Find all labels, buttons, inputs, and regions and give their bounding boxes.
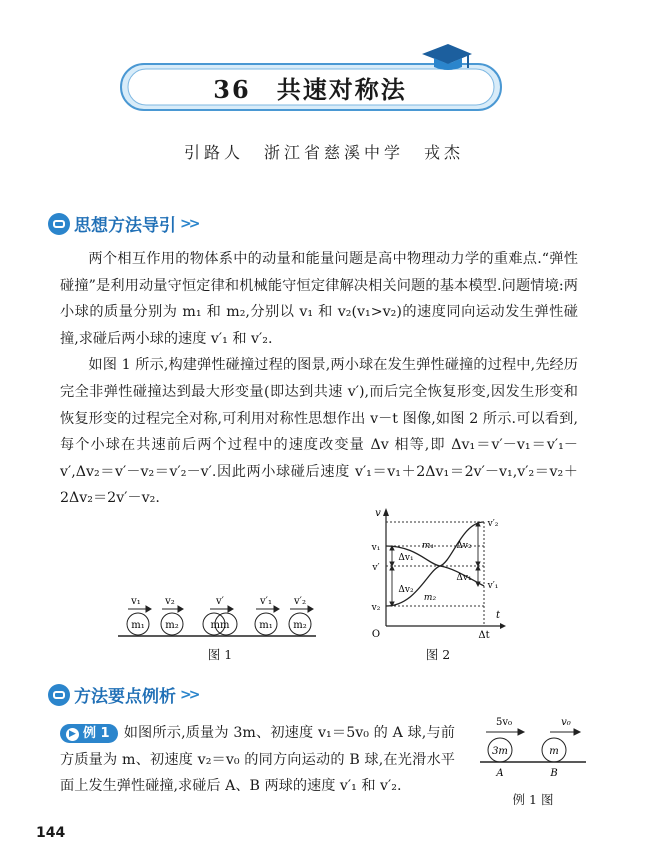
book-icon <box>48 213 70 235</box>
figure-2-caption: 图 2 <box>425 647 451 662</box>
section-heading-guide-label: 思想方法导引 <box>74 216 176 236</box>
fig1-velocity-label: v′₁ <box>260 596 272 607</box>
author-line: 引路人 浙江省慈溪中学 戎杰 <box>183 143 464 162</box>
section-heading-examples-label: 方法要点例析 <box>74 687 176 707</box>
fig2-curve-label: m₁ <box>421 541 435 551</box>
figure-1-caption: 图 1 <box>207 647 233 662</box>
fig1-velocity-label: v₂ <box>165 596 175 607</box>
page-title: 36 共速对称法 <box>213 75 407 104</box>
fig1-ball-label: mm <box>210 620 230 631</box>
page-number: 144 <box>36 825 66 841</box>
fig1-ball-label: m₁ <box>259 620 273 631</box>
example-1-badge <box>60 724 118 743</box>
play-icon: ▶ <box>66 728 79 741</box>
fig2-axis-v: v <box>375 508 381 519</box>
fig1-ball-label: m₂ <box>293 620 307 631</box>
figure-1 <box>118 592 318 642</box>
fig2-delta-label: Δv₁ <box>456 573 472 583</box>
section-heading-guide <box>48 211 197 237</box>
section-heading-examples <box>48 682 197 708</box>
fig1-ball-label: m₁ <box>131 620 145 631</box>
example-1-text: 如图所示,质量为 3m、初速度 v₁＝5v₀ 的 A 球,与前方质量为 m、初速度 v₂＝v₀ 的同方向运动的 B 球,在光滑水平面上发生弹性碰撞,求碰后 A、B 两球的速度 v′₁ 和 v′₂. <box>60 725 455 795</box>
fig2-right-label: v′₁ <box>487 581 499 591</box>
fig1-ball-label: m₂ <box>165 620 179 631</box>
fig2-right-label: v′₂ <box>487 519 499 529</box>
example-1-label-b: B <box>550 768 558 779</box>
example-1 <box>60 720 455 800</box>
example-1-vel-b: v₀ <box>561 717 571 728</box>
folder-icon <box>48 684 70 706</box>
fig2-left-label: v₁ <box>371 543 381 553</box>
example-1-figure <box>478 712 588 782</box>
example-1-badge-label: 例 1 <box>83 726 110 741</box>
fig2-left-label: v₂ <box>371 603 381 613</box>
fig2-axis-t: t <box>495 610 501 621</box>
fig1-velocity-label: v′ <box>216 596 224 607</box>
double-chevron-icon: >> <box>180 215 198 232</box>
example-1-label-a: A <box>496 768 504 779</box>
example-1-vel-a: 5v₀ <box>495 717 513 728</box>
example-1-figure-caption: 例 1 图 <box>512 792 554 807</box>
intro-paragraph-1: 两个相互作用的物体系中的动量和能量问题是高中物理动力学的重难点.“弹性碰撞”是利用动量守恒定律和机械能守恒定律解决相关问题的基本模型.问题情境:两小球的质量分别为 m₁ 和 m₂,分别以 v₁ 和 v₂(v₁>v₂)的速度同向运动发生弹性碰撞,求碰后两小球的速度 v′₁ 和 v′₂. <box>60 251 578 347</box>
fig1-velocity-label: v′₂ <box>294 596 306 607</box>
double-chevron-icon: >> <box>180 686 198 703</box>
example-1-ball-a: 3m <box>492 746 508 757</box>
graduation-cap-icon <box>418 40 474 74</box>
example-1-ball-b: m <box>549 746 559 757</box>
figure-2 <box>366 508 506 642</box>
fig1-velocity-label: v₁ <box>131 596 141 607</box>
fig2-left-label: v′ <box>372 563 380 573</box>
fig2-tick-dt: Δt <box>478 630 490 641</box>
intro-paragraph-2: 如图 1 所示,构建弹性碰撞过程的图景,两小球在发生弹性碰撞的过程中,先经历完全非弹性碰撞达到最大形变量(即达到共速 v′),而后完全恢复形变,因发生形变和恢复形变的过程完全对称,可利用对称性思想作出 v－t 图像,如图 2 所示.可以看到,每个小球在共速前后两个过程中的速度改变量 Δv 相等,即 Δv₁＝v′－v₁＝v′₁－v′,Δv₂＝v′－v₂＝v′₂－v′.因此两小球碰后速度 v′₁＝v₁＋2Δv₁＝2v′－v₁,v′₂＝v₂＋2Δv₂＝2v′－v₂. <box>60 357 578 507</box>
intro-text <box>60 246 578 512</box>
fig2-origin: O <box>371 629 381 640</box>
fig2-delta-label: Δv₂ <box>456 541 472 551</box>
fig2-delta-label: Δv₂ <box>398 585 414 595</box>
fig2-curve-label: m₂ <box>423 593 437 603</box>
fig2-delta-label: Δv₁ <box>398 553 414 563</box>
